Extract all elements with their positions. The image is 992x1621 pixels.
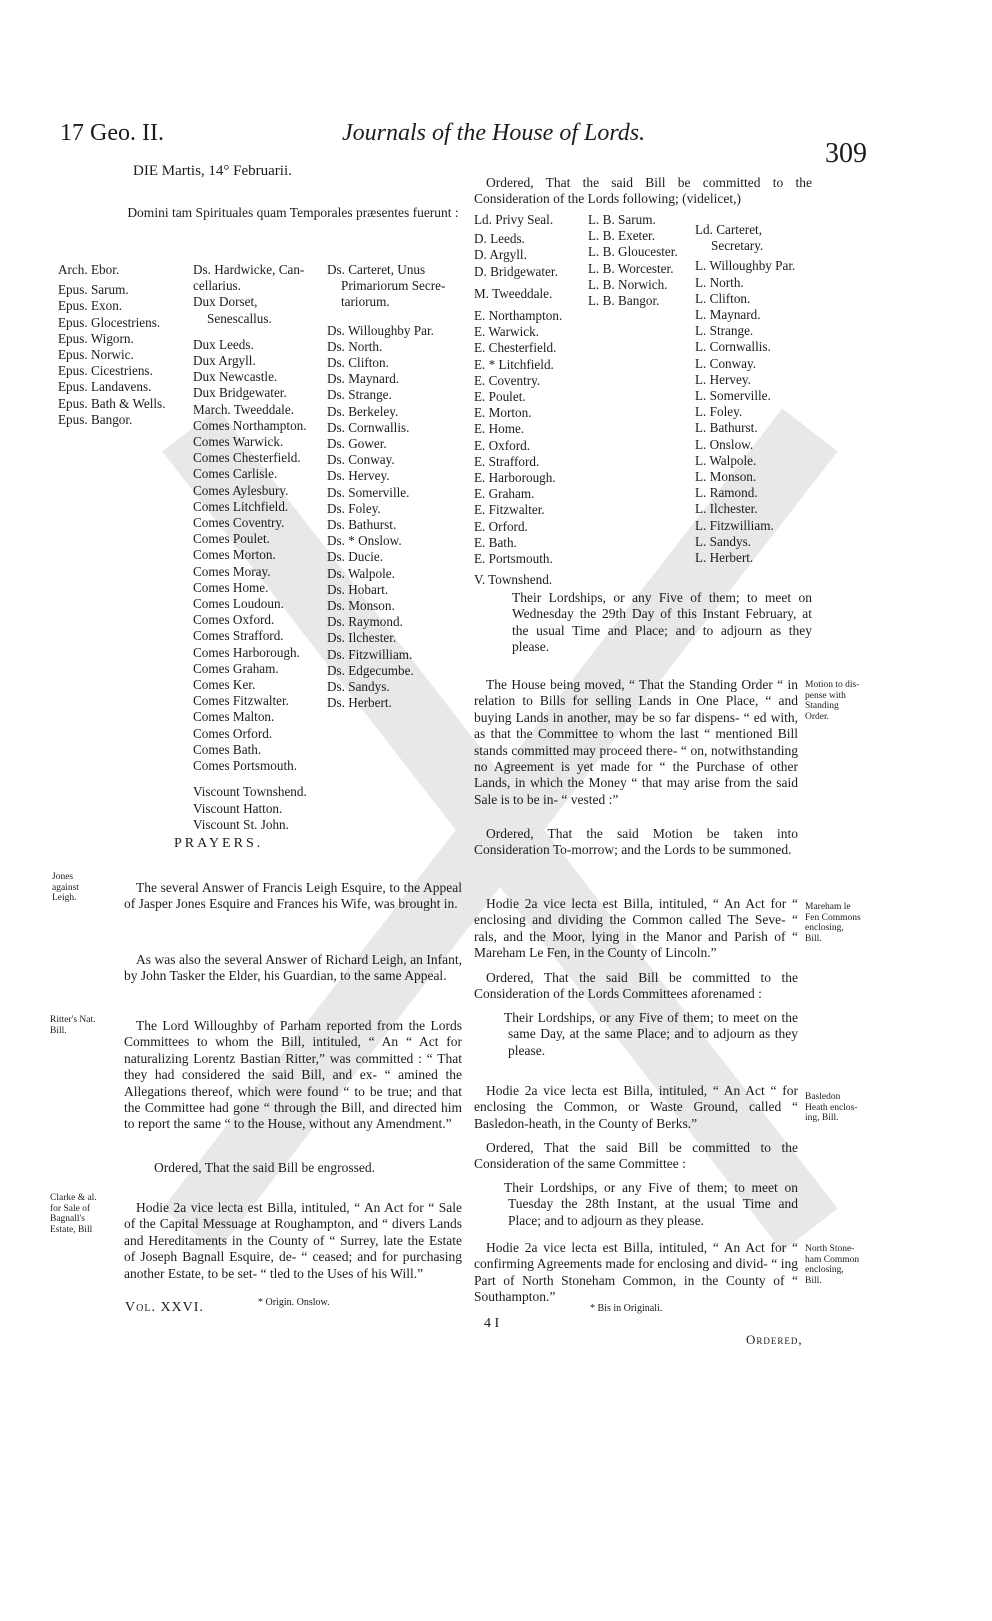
committee-list-1 xyxy=(474,212,562,588)
paragraph-ordered-engrossed: Ordered, That the said Bill be engrossed. xyxy=(154,1160,375,1175)
list-item: Epus. Cicestriens. xyxy=(58,363,153,379)
list-item: L. B. Exeter. xyxy=(588,228,656,244)
list-item: L. B. Gloucester. xyxy=(588,244,678,260)
list-item: Ds. Fitzwilliam. xyxy=(327,646,413,662)
paragraph-leigh-answer: As was also the several Answer of Richard Leigh, an Infant, by John Tasker the Elder, his Guardian, to the same Appeal. xyxy=(124,952,462,984)
margin-note-clarke: Clarke & al. for Sale of Bagnall's Estate, Bill xyxy=(50,1193,97,1235)
list-item: Viscount Hatton. xyxy=(193,800,283,816)
list-item: L. Bathurst. xyxy=(695,420,758,436)
list-item: Comes Moray. xyxy=(193,563,271,579)
signature-mark: 4 I xyxy=(484,1316,500,1331)
list-item: Dux Leeds. xyxy=(193,336,254,352)
list-item: Comes Aylesbury. xyxy=(193,482,289,498)
list-item: L. Herbert. xyxy=(695,550,754,566)
list-item: Ds. Berkeley. xyxy=(327,403,399,419)
list-item: L. Ramond. xyxy=(695,485,758,501)
list-item: Ds. Cornwallis. xyxy=(327,419,410,435)
list-item: E. Home. xyxy=(474,421,525,437)
list-item: L. Fitzwilliam. xyxy=(695,517,774,533)
list-item: Ds. Foley. xyxy=(327,500,381,516)
list-item: E. Warwick. xyxy=(474,324,539,340)
list-item: Epus. Sarum. xyxy=(58,282,129,298)
list-item: L. B. Bangor. xyxy=(588,293,660,309)
list-item: Ds. Walpole. xyxy=(327,565,395,581)
list-item: D. Leeds. xyxy=(474,231,525,247)
paragraph-their-lordships-3: Their Lordships, or any Five of them; to meet on Tuesday the 28th Instant, at the usual Time and Place; and to adjourn as they please. xyxy=(504,1180,798,1228)
paragraph-bagnall-bill: Hodie 2a vice lecta est Billa, intituled, “ An Act for “ Sale of the Capital Messuage at Roughampton, and “ divers Lands and Hereditaments in the County of “ Surrey, late the Estate of Joseph Bagnall Esquire, de- “ ceased; and for purchasing another Estate, to be set- “ tled to the Uses of his Will.” xyxy=(124,1200,462,1281)
list-item: Epus. Wigorn. xyxy=(58,330,134,346)
margin-note-motion: Motion to dis- pense with Standing Order. xyxy=(805,680,860,722)
list-item: Viscount Townshend. xyxy=(193,784,307,800)
margin-note-basildon: Basledon Heath enclos- ing, Bill. xyxy=(805,1092,858,1123)
page-number: 309 xyxy=(825,138,867,169)
list-item: Comes Graham. xyxy=(193,660,279,676)
footnote-left: * Origin. Onslow. xyxy=(258,1297,330,1308)
margin-note-jones: Jones against Leigh. xyxy=(52,872,79,903)
list-item: E. Graham. xyxy=(474,486,535,502)
list-item: Comes Ker. xyxy=(193,677,256,693)
paragraph-mareham-bill: Hodie 2a vice lecta est Billa, intituled, “ An Act for “ enclosing and dividing the Common called The Seve- “ rals, and the Moor, lying in the Manor and Parish of “ Mareham Le Fen, in the County of Lincoln.” xyxy=(474,896,798,961)
list-item: L. Cornwallis. xyxy=(695,339,771,355)
list-item: D. Argyll. xyxy=(474,247,527,263)
list-item: Comes Poulet. xyxy=(193,531,270,547)
list-item: L. B. Worcester. xyxy=(588,260,674,276)
volume-number: Vol. XXVI. xyxy=(125,1300,204,1315)
list-item: Epus. Bath & Wells. xyxy=(58,395,166,411)
list-item: L. Maynard. xyxy=(695,307,761,323)
list-item: Dux Dorset, xyxy=(193,294,258,310)
list-item: Epus. Bangor. xyxy=(58,411,133,427)
list-item: Comes Chesterfield. xyxy=(193,450,301,466)
margin-note-mareham: Mareham le Fen Commons enclosing, Bill. xyxy=(805,902,861,944)
list-item: Ds. Conway. xyxy=(327,452,395,468)
list-item: M. Tweeddale. xyxy=(474,285,553,301)
list-item: Ds. Bathurst. xyxy=(327,517,397,533)
paragraph-their-lordships-2: Their Lordships, or any Five of them; to meet on the same Day, at the same Place; and to adjourn as they please. xyxy=(504,1010,798,1058)
list-item: E. Coventry. xyxy=(474,372,541,388)
page-title: Journals of the House of Lords. xyxy=(342,120,646,146)
list-item: E. Morton. xyxy=(474,405,532,421)
list-item: Ds. Somerville. xyxy=(327,484,410,500)
list-item: E. Poulet. xyxy=(474,389,526,405)
list-item: Ds. Clifton. xyxy=(327,355,389,371)
list-item: Ds. Hardwicke, Can- xyxy=(193,262,305,277)
paragraph-their-lordships-1: Their Lordships, or any Five of them; to meet on Wednesday the 29th Day of this Instant February, at the usual Time and Place; and to adjourn as they please. xyxy=(512,590,812,655)
list-item: D. Bridgewater. xyxy=(474,263,558,279)
list-item: E. Strafford. xyxy=(474,453,540,469)
margin-note-stoneham: North Stone- ham Common enclosing, Bill. xyxy=(805,1244,860,1286)
list-item: Ds. Herbert. xyxy=(327,695,392,711)
list-item: Ds. Ilchester. xyxy=(327,630,397,646)
list-item: Ds. Raymond. xyxy=(327,614,403,630)
list-item: Ds. Edgecumbe. xyxy=(327,662,414,678)
list-item: Ld. Carteret, xyxy=(695,222,763,237)
list-item: E. Portsmouth. xyxy=(474,551,553,567)
list-item: L. Somerville. xyxy=(695,388,771,404)
list-item: Comes Portsmouth. xyxy=(193,758,298,774)
list-item: Ds. Maynard. xyxy=(327,371,400,387)
catchword: Ordered, xyxy=(746,1332,803,1347)
list-item: Ds. Monson. xyxy=(327,598,395,614)
list-item: Dux Bridgewater. xyxy=(193,385,287,401)
list-item: Ds. North. xyxy=(327,338,383,354)
list-item: L. Onslow. xyxy=(695,436,754,452)
margin-note-ritter: Ritter's Nat. Bill. xyxy=(50,1015,96,1036)
lords-temporal-list-2 xyxy=(327,262,445,711)
list-item: Comes Carlisle. xyxy=(193,466,278,482)
list-item: L. North. xyxy=(695,274,744,290)
list-item: E. Northampton. xyxy=(474,308,563,324)
paragraph-ritter-report: The Lord Willoughby of Parham reported from the Lords Committees to whom the Bill, intituled, “ An “ Act for naturalizing Lorentz Bastian Ritter,” was committed : “ That they had considered the said Bill, and ex- “ amined the Allegations thereof, which were found “ to be true; and that the Committee had gone “ through the Bill, and directed him to report the same “ to the House, without any Amendment.” xyxy=(124,1018,462,1132)
list-item: Comes Warwick. xyxy=(193,434,284,450)
lords-temporal-list-1 xyxy=(193,262,307,833)
list-item: Comes Home. xyxy=(193,579,269,595)
list-item: March. Tweeddale. xyxy=(193,401,294,417)
paragraph-ordered-aforenamed: Ordered, That the said Bill be committed to the Consideration of the Lords Committees aforenamed : xyxy=(474,970,798,1002)
list-item: Ds. Hervey. xyxy=(327,468,390,484)
list-item: Comes Fitzwalter. xyxy=(193,693,289,709)
list-item: L. Conway. xyxy=(695,355,757,371)
list-item: Ds. Sandys. xyxy=(327,679,390,695)
list-item: Comes Litchfield. xyxy=(193,498,289,514)
list-item: Comes Oxford. xyxy=(193,612,275,628)
list-item: Epus. Glocestriens. xyxy=(58,314,161,330)
paragraph-ordered-committed: Ordered, That the said Bill be committed to the Consideration of the Lords following; (videlicet,) xyxy=(474,175,812,207)
list-item: L. Clifton. xyxy=(695,290,751,306)
list-item: Dux Argyll. xyxy=(193,353,256,369)
list-item: V. Townshend. xyxy=(474,572,553,588)
list-item: L. Sandys. xyxy=(695,533,752,549)
list-item: L. Foley. xyxy=(695,404,743,420)
present-heading: Domini tam Spirituales quam Temporales præsentes fuerunt : xyxy=(127,205,459,220)
paragraph-stoneham-bill: Hodie 2a vice lecta est Billa, intituled, “ An Act for “ confirming Agreements made for enclosing and divid- “ ing Part of North Stoneham Common, in the County of “ Southampton.” xyxy=(474,1240,798,1305)
list-item: Epus. Exon. xyxy=(58,298,123,314)
list-item: Ds. * Onslow. xyxy=(327,533,402,549)
list-item: E. Harborough. xyxy=(474,470,556,486)
list-item: Epus. Landavens. xyxy=(58,379,152,395)
list-item: L. B. Sarum. xyxy=(588,212,656,227)
list-item: Primariorum Secre- xyxy=(341,278,446,294)
list-item: E. Bath. xyxy=(474,534,517,550)
list-item: L. Monson. xyxy=(695,469,757,485)
list-item: Comes Strafford. xyxy=(193,628,284,644)
list-item: Epus. Norwic. xyxy=(58,347,134,363)
list-item: E. * Litchfield. xyxy=(474,356,554,372)
list-item: Comes Northampton. xyxy=(193,417,307,433)
list-item: Comes Loudoun. xyxy=(193,596,284,612)
list-item: L. Strange. xyxy=(695,323,754,339)
list-item: E. Chesterfield. xyxy=(474,340,557,356)
list-item: Ds. Gower. xyxy=(327,436,387,452)
paragraph-motion: The House being moved, “ That the Standing Order “ in relation to Bills for selling Lands in One Place, “ and buying Lands in another, may be so far dispens- “ ed with, as that the Committee to whom the last “ mentioned Bill stands committed may proceed there- “ on, notwithstanding no Agreement is yet made for “ the Purchase of other Lands, in which the Money “ that may arise from the said Sale is to be in- “ vested :” xyxy=(474,677,798,807)
committee-list-3 xyxy=(695,222,795,566)
list-item: Ds. Hobart. xyxy=(327,581,389,597)
list-item: L. Walpole. xyxy=(695,452,757,468)
list-item: Comes Harborough. xyxy=(193,644,300,660)
list-item: Comes Bath. xyxy=(193,741,262,757)
list-item: Comes Coventry. xyxy=(193,515,285,531)
prayers-heading: PRAYERS. xyxy=(174,836,264,851)
list-item: E. Fitzwalter. xyxy=(474,502,545,518)
list-item: L. B. Norwich. xyxy=(588,276,668,292)
committee-list-2 xyxy=(588,212,678,309)
paragraph-ordered-same: Ordered, That the said Bill be committed to the Consideration of the same Committee : xyxy=(474,1140,798,1172)
footnote-right: * Bis in Originali. xyxy=(590,1303,663,1314)
list-item: E. Orford. xyxy=(474,518,528,534)
list-item: Senescallus. xyxy=(207,310,272,326)
list-item: Viscount St. John. xyxy=(193,816,289,832)
list-item: Ds. Ducie. xyxy=(327,549,384,565)
list-item: L. Hervey. xyxy=(695,371,751,387)
list-item: L. Ilchester. xyxy=(695,501,758,517)
list-item: tariorum. xyxy=(341,294,390,310)
list-item: Comes Malton. xyxy=(193,709,275,725)
list-item: Comes Orford. xyxy=(193,725,273,741)
list-item: Ld. Privy Seal. xyxy=(474,212,554,227)
lords-bishops-list xyxy=(58,262,166,428)
list-item: Dux Newcastle. xyxy=(193,369,278,385)
list-item: Ds. Carteret, Unus xyxy=(327,262,426,277)
list-item: Ds. Willoughby Par. xyxy=(327,322,434,338)
list-item: Comes Morton. xyxy=(193,547,276,563)
regnal-year: 17 Geo. II. xyxy=(60,120,164,146)
list-item: Secretary. xyxy=(711,238,764,254)
paragraph-jones-answer: The several Answer of Francis Leigh Esquire, to the Appeal of Jasper Jones Esquire and Frances his Wife, was brought in. xyxy=(124,880,462,912)
list-item: Arch. Ebor. xyxy=(58,262,120,277)
paragraph-ordered-motion: Ordered, That the said Motion be taken into Consideration To-morrow; and the Lords to be summoned. xyxy=(474,826,798,858)
list-item: L. Willoughby Par. xyxy=(695,258,796,274)
date-line: DIE Martis, 14° Februarii. xyxy=(133,163,292,179)
paragraph-basildon-bill: Hodie 2a vice lecta est Billa, intituled, “ An Act “ for enclosing the Common, or Waste Ground, called “ Basledon-heath, in the County of Berks.” xyxy=(474,1083,798,1131)
list-item: E. Oxford. xyxy=(474,437,531,453)
list-item: cellarius. xyxy=(193,278,241,294)
list-item: Ds. Strange. xyxy=(327,387,392,403)
